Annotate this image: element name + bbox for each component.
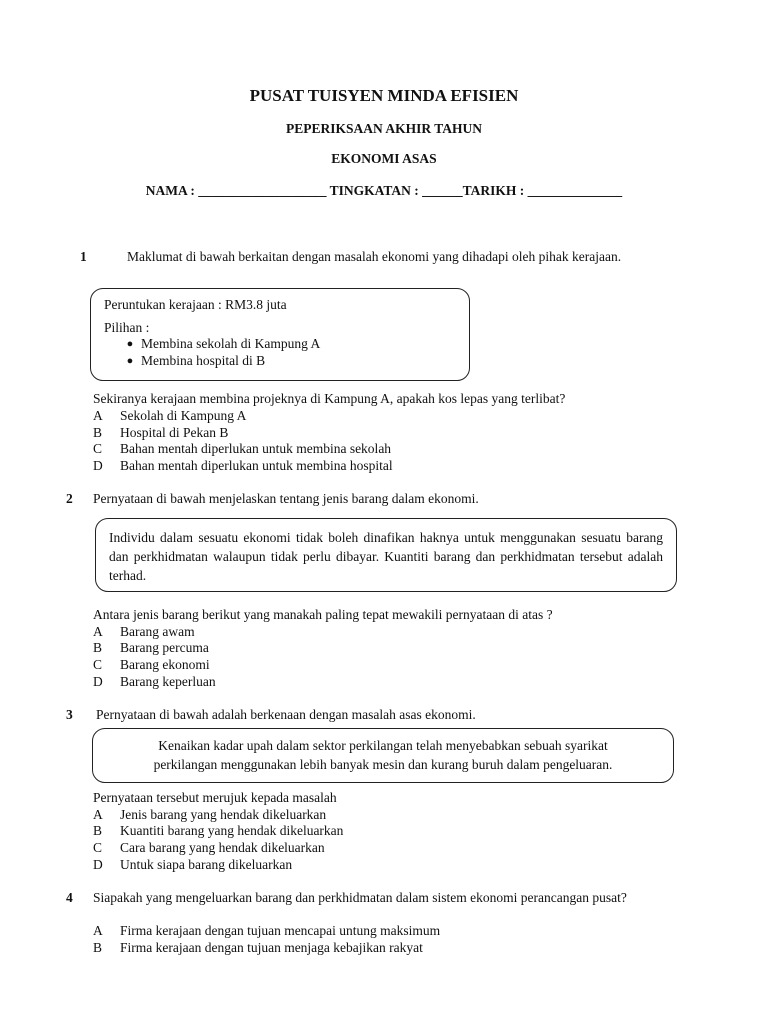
student-info-line: NAMA : ___________________ TINGKATAN : ______TARIKH : ______________	[145, 183, 623, 198]
q2-option-d[interactable]: D Barang keperluan	[93, 674, 216, 689]
q3-statement-line-2: perkilangan menggunakan lebih banyak mesin dan kurang buruh dalam pengeluaran.	[153, 757, 613, 772]
q2-option-a[interactable]: A Barang awam	[93, 624, 195, 639]
q1-option-d[interactable]: D Bahan mentah diperlukan untuk membina hospital	[93, 458, 393, 473]
q1-bullet-item: ● Membina sekolah di Kampung A	[119, 336, 320, 353]
q3-option-c[interactable]: C Cara barang yang hendak dikeluarkan	[93, 840, 325, 855]
school-title: PUSAT TUISYEN MINDA EFISIEN	[249, 86, 519, 105]
q3-question: Pernyataan tersebut merujuk kepada masalah	[93, 790, 337, 805]
q1-bullet-item: ● Membina hospital di B	[119, 353, 265, 370]
q2-option-b[interactable]: B Barang percuma	[93, 640, 209, 655]
bullet-icon: ●	[126, 355, 134, 367]
q4-stem: Siapakah yang mengeluarkan barang dan perkhidmatan dalam sistem ekonomi perancangan pusat?	[93, 890, 627, 905]
q3-number: 3	[66, 707, 73, 722]
q4-option-a[interactable]: A Firma kerajaan dengan tujuan mencapai untung maksimum	[93, 923, 441, 938]
q4-option-b[interactable]: B Firma kerajaan dengan tujuan menjaga kebajikan rakyat	[93, 940, 423, 955]
q1-option-c[interactable]: C Bahan mentah diperlukan untuk membina sekolah	[93, 441, 392, 456]
q2-statement-box	[95, 518, 677, 592]
q3-option-b[interactable]: B Kuantiti barang yang hendak dikeluarkan	[93, 823, 344, 838]
q2-number: 2	[66, 491, 73, 506]
q2-option-c[interactable]: C Barang ekonomi	[93, 657, 210, 672]
q2-stem: Pernyataan di bawah menjelaskan tentang jenis barang dalam ekonomi.	[93, 491, 479, 506]
bullet-icon: ●	[126, 338, 134, 350]
q1-choices-label: Pilihan :	[104, 320, 150, 335]
q3-option-a[interactable]: A Jenis barang yang hendak dikeluarkan	[93, 807, 327, 822]
q3-statement-box	[92, 728, 674, 783]
q4-number: 4	[66, 890, 73, 905]
q1-stem: Maklumat di bawah berkaitan dengan masalah ekonomi yang dihadapi oleh pihak kerajaan.	[127, 249, 622, 264]
q1-question: Sekiranya kerajaan membina projeknya di Kampung A, apakah kos lepas yang terlibat?	[93, 391, 566, 406]
exam-title: PEPERIKSAAN AKHIR TAHUN	[285, 121, 483, 136]
q1-number: 1	[80, 249, 87, 264]
q3-stem: Pernyataan di bawah adalah berkenaan dengan masalah asas ekonomi.	[96, 707, 476, 722]
q1-allocation: Peruntukan kerajaan : RM3.8 juta	[104, 297, 287, 312]
q3-statement-line-1: Kenaikan kadar upah dalam sektor perkilangan telah menyebabkan sebuah syarikat	[158, 738, 608, 753]
q2-question: Antara jenis barang berikut yang manakah paling tepat mewakili pernyataan di atas ?	[93, 607, 553, 622]
subject-title: EKONOMI ASAS	[331, 151, 437, 166]
q1-info-box	[90, 288, 470, 381]
q2-statement: Individu dalam sesuatu ekonomi tidak boleh dinafikan haknya untuk menggunakan sesuatu barang dan perkhidmatan walaupun tidak perlu dibayar. Kuantiti barang dan perkhidmatan tersebut adalah terhad.	[109, 530, 663, 583]
q1-option-a[interactable]: A Sekolah di Kampung A	[93, 408, 247, 423]
q1-option-b[interactable]: B Hospital di Pekan B	[93, 425, 229, 440]
q3-option-d[interactable]: D Untuk siapa barang dikeluarkan	[93, 857, 293, 872]
